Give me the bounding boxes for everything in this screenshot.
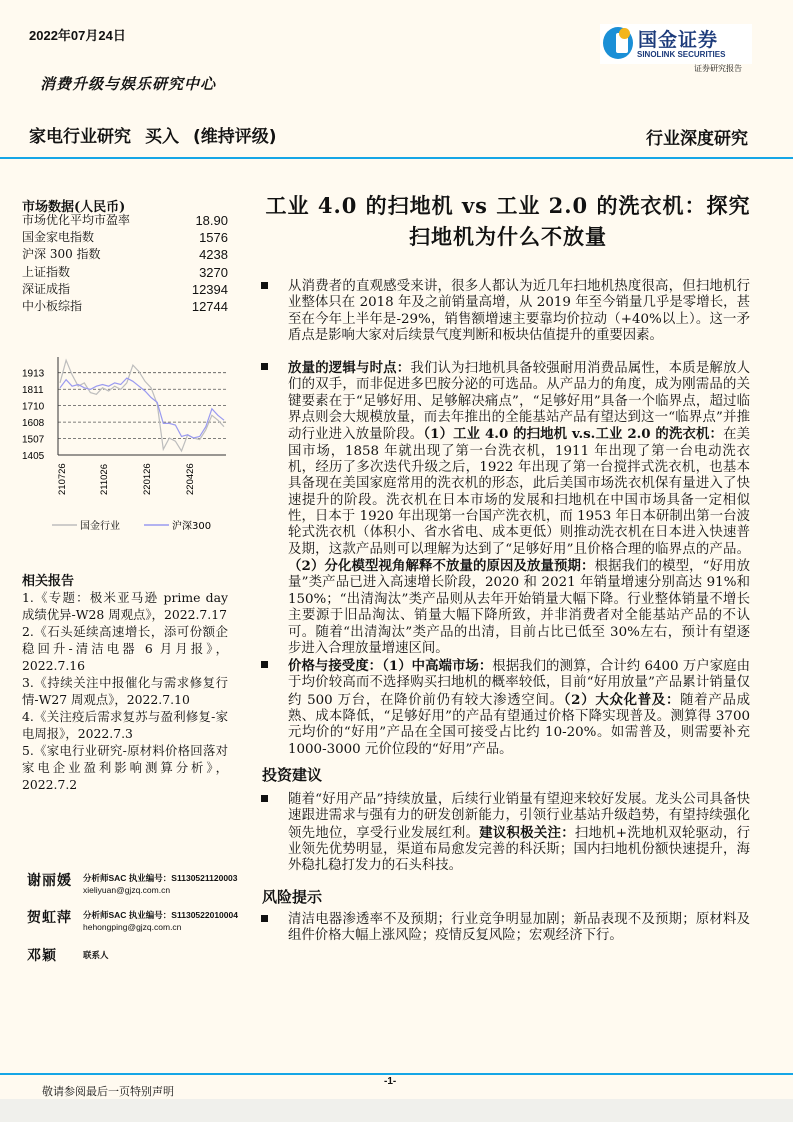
x-tick-label: 220126 [142, 463, 153, 495]
bullet-icon [261, 795, 268, 802]
page-number: -1- [384, 1076, 397, 1087]
research-center: 消费升级与娱乐研究中心 [40, 75, 217, 93]
paragraph-text: 随着“好用产品”持续放量，后续行业销量有望迎来较好发展。龙头公司具备快速跟进需求与强有力的研发创新能力，引领行业基站升级趋势，有望持续强化领先地位，享受行业发展红利。 [288, 792, 750, 841]
x-tick-label: 210726 [57, 463, 68, 495]
paragraph-subhead: （1）工业 4.0 的扫地机 v.s.工业 2.0 的洗衣机： [423, 426, 724, 443]
market-label: 沪深 300 指数 [22, 247, 101, 262]
market-label: 中小板综指 [22, 298, 83, 313]
paragraph-text: 从消费者的直观感受来讲，很多人都认为近几年扫地机热度很高，但扫地机行业整体只在 2018 年及之前销量高增，从 2019 年至今销量几乎是零增长，甚至在今年上半年是-29%，销售额增速主要靠均价拉动（+40%以上）。这一矛盾点是影响大家对后续景气度判断和板块估值提升的重要因素。 [288, 279, 750, 344]
legend-label: 沪深300 [172, 521, 212, 532]
related-reports-heading: 相关报告 [22, 574, 75, 589]
market-value: 4238 [199, 247, 228, 263]
analyst-role: 分析师SAC 执业编号：S1130521120003 [83, 873, 238, 883]
risk-paragraph [288, 912, 750, 945]
market-value: 12744 [191, 298, 228, 314]
analyst-name: 贺虹萍 [27, 910, 72, 926]
price-acceptance-paragraph [288, 658, 750, 758]
industry-rating [29, 122, 291, 147]
summary-paragraph [288, 279, 750, 344]
disclaimer-note: 敬请参阅最后一页特别声明 [42, 1085, 174, 1098]
series-line-沪深300 [60, 378, 224, 438]
market-row [22, 298, 228, 315]
logo-en: SINOLINK SECURITIES [637, 50, 726, 59]
related-report-link[interactable]: 4.《关注疫后需求复苏与盈利修复-家电周报》，2022.7.3 [22, 709, 228, 741]
paragraph-text: 我们认为扫地机具备较强耐用消费品属性，本质是解放人们的双手，而非促进多巴胺分泌的可选品。从产品力的角度，成为刚需品的关键要素在于“足够好用、足够解决痛点”，“足够好用”具备一个临界点，超过临界点则会大规模放量，而去年推出的全能基站产品有望达到这一“临界点”并推动行业进入放量阶段。 [288, 361, 751, 443]
bullet-icon [261, 363, 268, 370]
report-date: 2022年07月24日 [29, 28, 126, 43]
analyst-role: 联系人 [83, 950, 109, 960]
bullet-icon [261, 282, 268, 289]
market-value: 1576 [199, 230, 228, 246]
sinolink-logo [600, 24, 752, 64]
related-reports-list [22, 589, 228, 793]
market-value: 18.90 [195, 213, 228, 228]
analyst-name: 谢丽媛 [27, 873, 72, 889]
investment-heading: 投资建议 [262, 766, 323, 784]
market-label: 上证指数 [22, 264, 71, 279]
market-row [22, 281, 228, 298]
report-type: 证券研究报告 [694, 64, 742, 73]
market-data-heading: 市场数据(人民币) [22, 200, 126, 215]
paragraph-lead: 放量的逻辑与时点： [288, 360, 411, 376]
y-tick-label: 1608 [22, 418, 45, 430]
y-tick-label: 1913 [22, 368, 45, 380]
market-row [22, 264, 228, 281]
x-tick-label: 211026 [99, 464, 110, 495]
index-line-chart [20, 355, 235, 545]
market-value: 3270 [199, 264, 228, 280]
market-data-table [22, 212, 228, 315]
paragraph-lead: 价格与接受度：（1）中高端市场： [288, 658, 493, 674]
related-report-link[interactable]: 2.《石头延续高速增长，添可份额企稳回升-清洁电器 6 月月报》，2022.7.16 [22, 624, 228, 673]
paragraph-text: 根据我们的模型，“好用放量”类产品已进入高速增长阶段，2020 和 2021 年销量增速分别高达 91%和 150%；“出清淘汰”类产品则从去年开始销量大幅下降。行业整体销量不增长主要源于旧品淘汰、销量大幅下降所致，并非消费者对全能基站产品的不认可。随着“出清淘汰”类产品的出清，目前占比已低至 30%左右，预计有望逐步进入合理放量增速区间。 [288, 559, 750, 656]
related-report-link[interactable]: 1.《专题：极米亚马逊 prime day 成绩优异-W28 周观点》，2022.7.17 [22, 590, 228, 622]
analyst-role: 分析师SAC 执业编号：S1130522010004 [83, 910, 238, 920]
y-tick-label: 1507 [22, 434, 45, 446]
paragraph-subhead: （2）分化模型视角解释不放量的原因及放量预期： [288, 558, 595, 575]
paragraph-lead: 建议积极关注： [479, 824, 575, 841]
paragraph-text: 随着产品成熟、成本降低，“足够好用”的产品有望通过价格下降实现普及。测算得 3700 元均价的“好用”产品在全国可接受占比约 10-20%。如需普及，则需要补充 1000-3000 元价位段的“好用”产品。 [288, 692, 750, 757]
analyst-name: 邓颖 [27, 948, 57, 964]
bullet-icon [261, 915, 268, 922]
market-row [22, 229, 228, 246]
volume-logic-paragraph [288, 360, 750, 657]
report-title: 工业 4.0 的扫地机 vs 工业 2.0 的洗衣机：探究扫地机为什么不放量 [265, 193, 751, 249]
related-report-link[interactable]: 5.《家电行业研究-原材料价格回落对家电企业盈利影响测算分析》，2022.7.2 [22, 743, 228, 792]
report-category: 行业深度研究 [646, 129, 748, 149]
paragraph-text: 清洁电器渗透率不及预期；行业竞争明显加剧；新品表现不及预期；原材料及组件价格大幅上涨风险；疫情反复风险；宏观经济下行。 [288, 912, 750, 944]
market-label: 深证成指 [22, 281, 71, 296]
paragraph-text: 扫地机+洗地机双轮驱动，行业领先优势明显，渠道布局愈发完善的科沃斯；国内扫地机份额快速提升，海外稳扎稳打发力的石头科技。 [288, 825, 750, 874]
risk-heading: 风险提示 [262, 888, 323, 906]
related-report-link[interactable]: 3.《持续关注中报催化与需求修复行情-W27 周观点》，2022.7.10 [22, 675, 228, 707]
paragraph-text: 根据我们的测算，合计约 6400 万户家庭由于均价较高而不选择购买扫地机的概率较低，目前“好用放量”产品累计销量仅约 500 万台，在降价前仍有较大渗透空间。 [288, 659, 750, 708]
market-row [22, 246, 228, 263]
rating: 买入 [145, 127, 179, 147]
industry-label: 家电行业研究 [29, 127, 131, 147]
investment-paragraph [288, 792, 750, 875]
market-label: 国金家电指数 [22, 230, 95, 245]
market-value: 12394 [191, 281, 228, 297]
analyst-email[interactable]: xieliyuan@gjzq.com.cn [83, 885, 171, 895]
paragraph-subhead: （2）大众化普及： [563, 691, 681, 708]
market-label: 市场优化平均市盈率 [22, 213, 131, 227]
bullet-icon [261, 661, 268, 668]
y-tick-label: 1710 [22, 401, 45, 413]
rating-note: (维持评级) [193, 127, 277, 147]
x-tick-label: 220426 [185, 463, 196, 495]
logo-dot-icon [619, 28, 630, 39]
paragraph-text: 在美国市场，1858 年就出现了第一台洗衣机，1911 年出现了第一台电动洗衣机，经历了多次迭代升级之后，1922 年出现了第一台搅拌式洗衣机，也基本具备现在美国家庭常用的洗衣机的形态，此后美国市场洗衣机保有量进入了快速提升的阶段。洗衣机在日本市场的发展和扫地机在中国市场具备一定相似性，日本于 1920 年出现第一台国产洗衣机，而 1953 年日本研制出第一台波轮式洗衣机（体积小、省水省电、成本更低）则推动洗衣机在日本进入快速普及期，这款产品则可以理解为达到了“足够好用”且价格合理的临界点的产品。 [288, 427, 750, 557]
logo-cn: 国金证券 [638, 29, 719, 51]
y-tick-label: 1405 [22, 451, 45, 462]
footer-divider [0, 1073, 793, 1075]
market-row [22, 212, 228, 229]
legend-label: 国金行业 [80, 521, 120, 532]
header-divider [0, 157, 793, 159]
analyst-email[interactable]: hehongping@gjzq.com.cn [83, 922, 182, 932]
y-tick-label: 1811 [22, 385, 44, 397]
